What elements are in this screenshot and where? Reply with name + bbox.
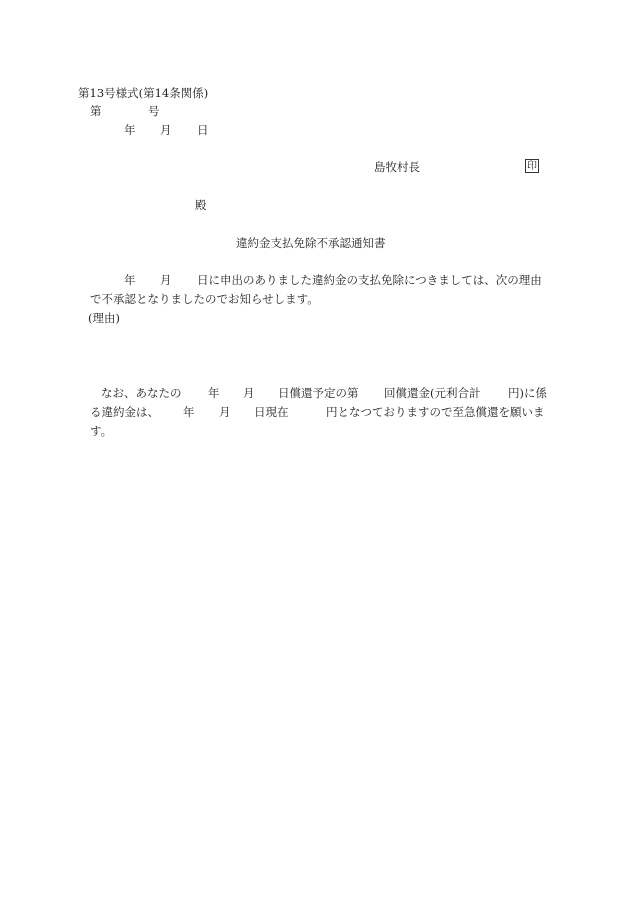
body2-line2-year: 年 [183,405,195,419]
body1-line2: で不承認となりましたのでお知らせします。 [90,292,319,306]
body1-line1-text: 日に申出のありました違約金の支払免除につきましては、次の理由 [197,273,542,287]
addressee-suffix: 殿 [195,198,207,212]
date-year: 年 [124,123,136,137]
body2-line2-end: 円となつておりますので至急償還を願いま [326,405,545,419]
body2-line1-year: 年 [208,386,220,400]
body2-line2-lead: る違約金は、 [90,405,159,419]
body2-line1-month: 月 [243,386,255,400]
issuer-name: 島牧村長 [374,160,420,174]
body2-line2-month: 月 [219,405,231,419]
body1-month: 月 [160,273,172,287]
body2-line1-lead: なお、あなたの [101,386,182,400]
body2-line1-mid: 日償還予定の第 [278,386,359,400]
body2-line3: す。 [90,424,113,438]
date-month: 月 [160,123,172,137]
number-go: 号 [148,104,160,118]
number-dai: 第 [90,104,102,118]
body2-line1-yen: 円)に係 [508,386,547,400]
date-day: 日 [197,123,209,137]
body1-year: 年 [124,273,136,287]
form-label: 第13号様式(第14条関係) [78,86,209,100]
body2-line1-end: 回償還金(元利合計 [384,386,481,400]
seal-mark: 印 [527,161,537,172]
reason-label: (理由) [88,311,120,325]
document-title: 違約金支払免除不承認通知書 [236,236,386,250]
body2-line2-mid: 日現在 [254,405,289,419]
